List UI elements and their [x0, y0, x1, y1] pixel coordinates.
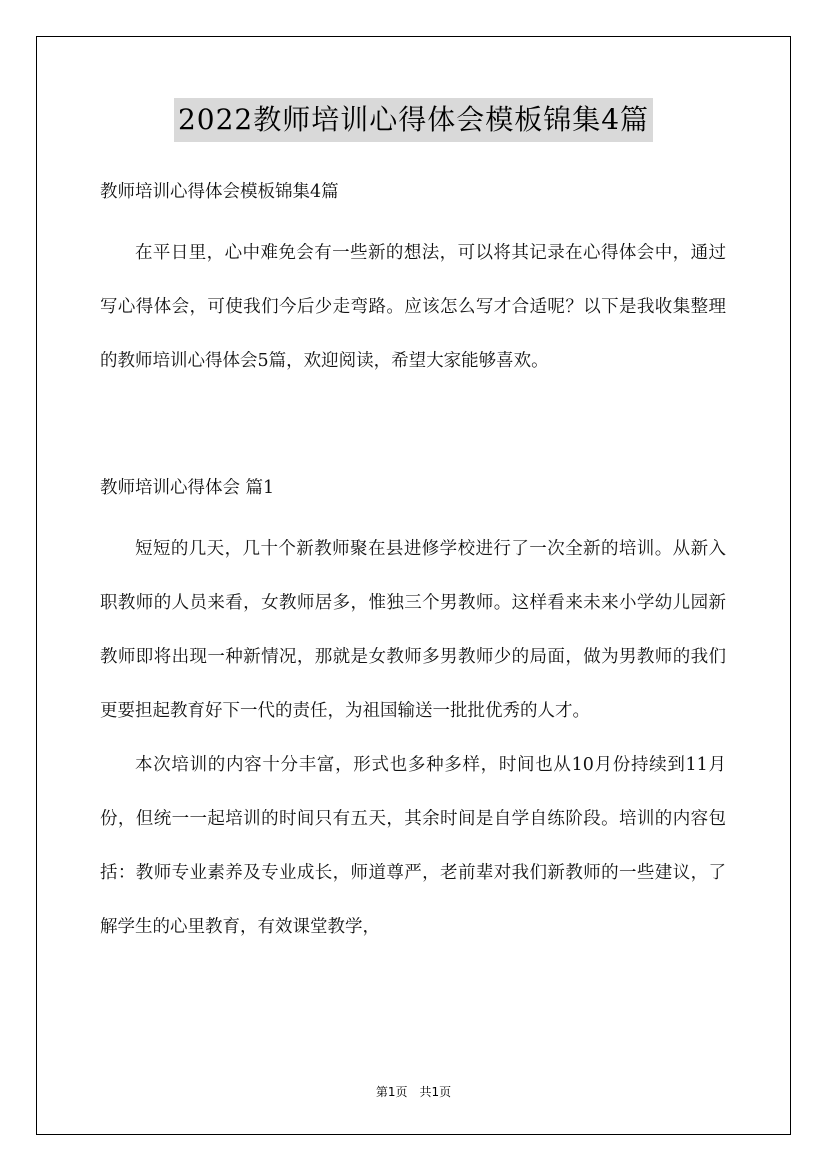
page-number: 第1页 共1页 — [375, 1085, 452, 1099]
intro-paragraph: 在平日里，心中难免会有一些新的想法，可以将其记录在心得体会中，通过写心得体会，可使我们今后少走弯路。应该怎么写才合适呢？以下是我收集整理的教师培训心得体会5篇，欢迎阅读，希望大家能够喜欢。 — [100, 243, 726, 371]
body-paragraph: 短短的几天，几十个新教师聚在县进修学校进行了一次全新的培训。从新入职教师的人员来看，女教师居多，惟独三个男教师。这样看来未来小学幼儿园新教师即将出现一种新情况，那就是女教师多男教师少的局面，做为男教师的我们更要担起教育好下一代的责任，为祖国输送一批批优秀的人才。 — [100, 539, 726, 721]
document-title: 2022教师培训心得体会模板锦集4篇 — [174, 98, 653, 142]
document-subtitle: 教师培训心得体会模板锦集4篇 — [100, 182, 339, 202]
section-heading: 教师培训心得体会 篇1 — [100, 478, 275, 498]
document-body — [100, 172, 726, 954]
title-container — [0, 98, 827, 142]
body-paragraph: 本次培训的内容十分丰富，形式也多种多样，时间也从10月份持续到11月份，但统一一起培训的时间只有五天，其余时间是自学自练阶段。培训的内容包括：教师专业素养及专业成长，师道尊严，老前辈对我们新教师的一些建议，了解学生的心里教育，有效课堂教学， — [100, 755, 726, 937]
